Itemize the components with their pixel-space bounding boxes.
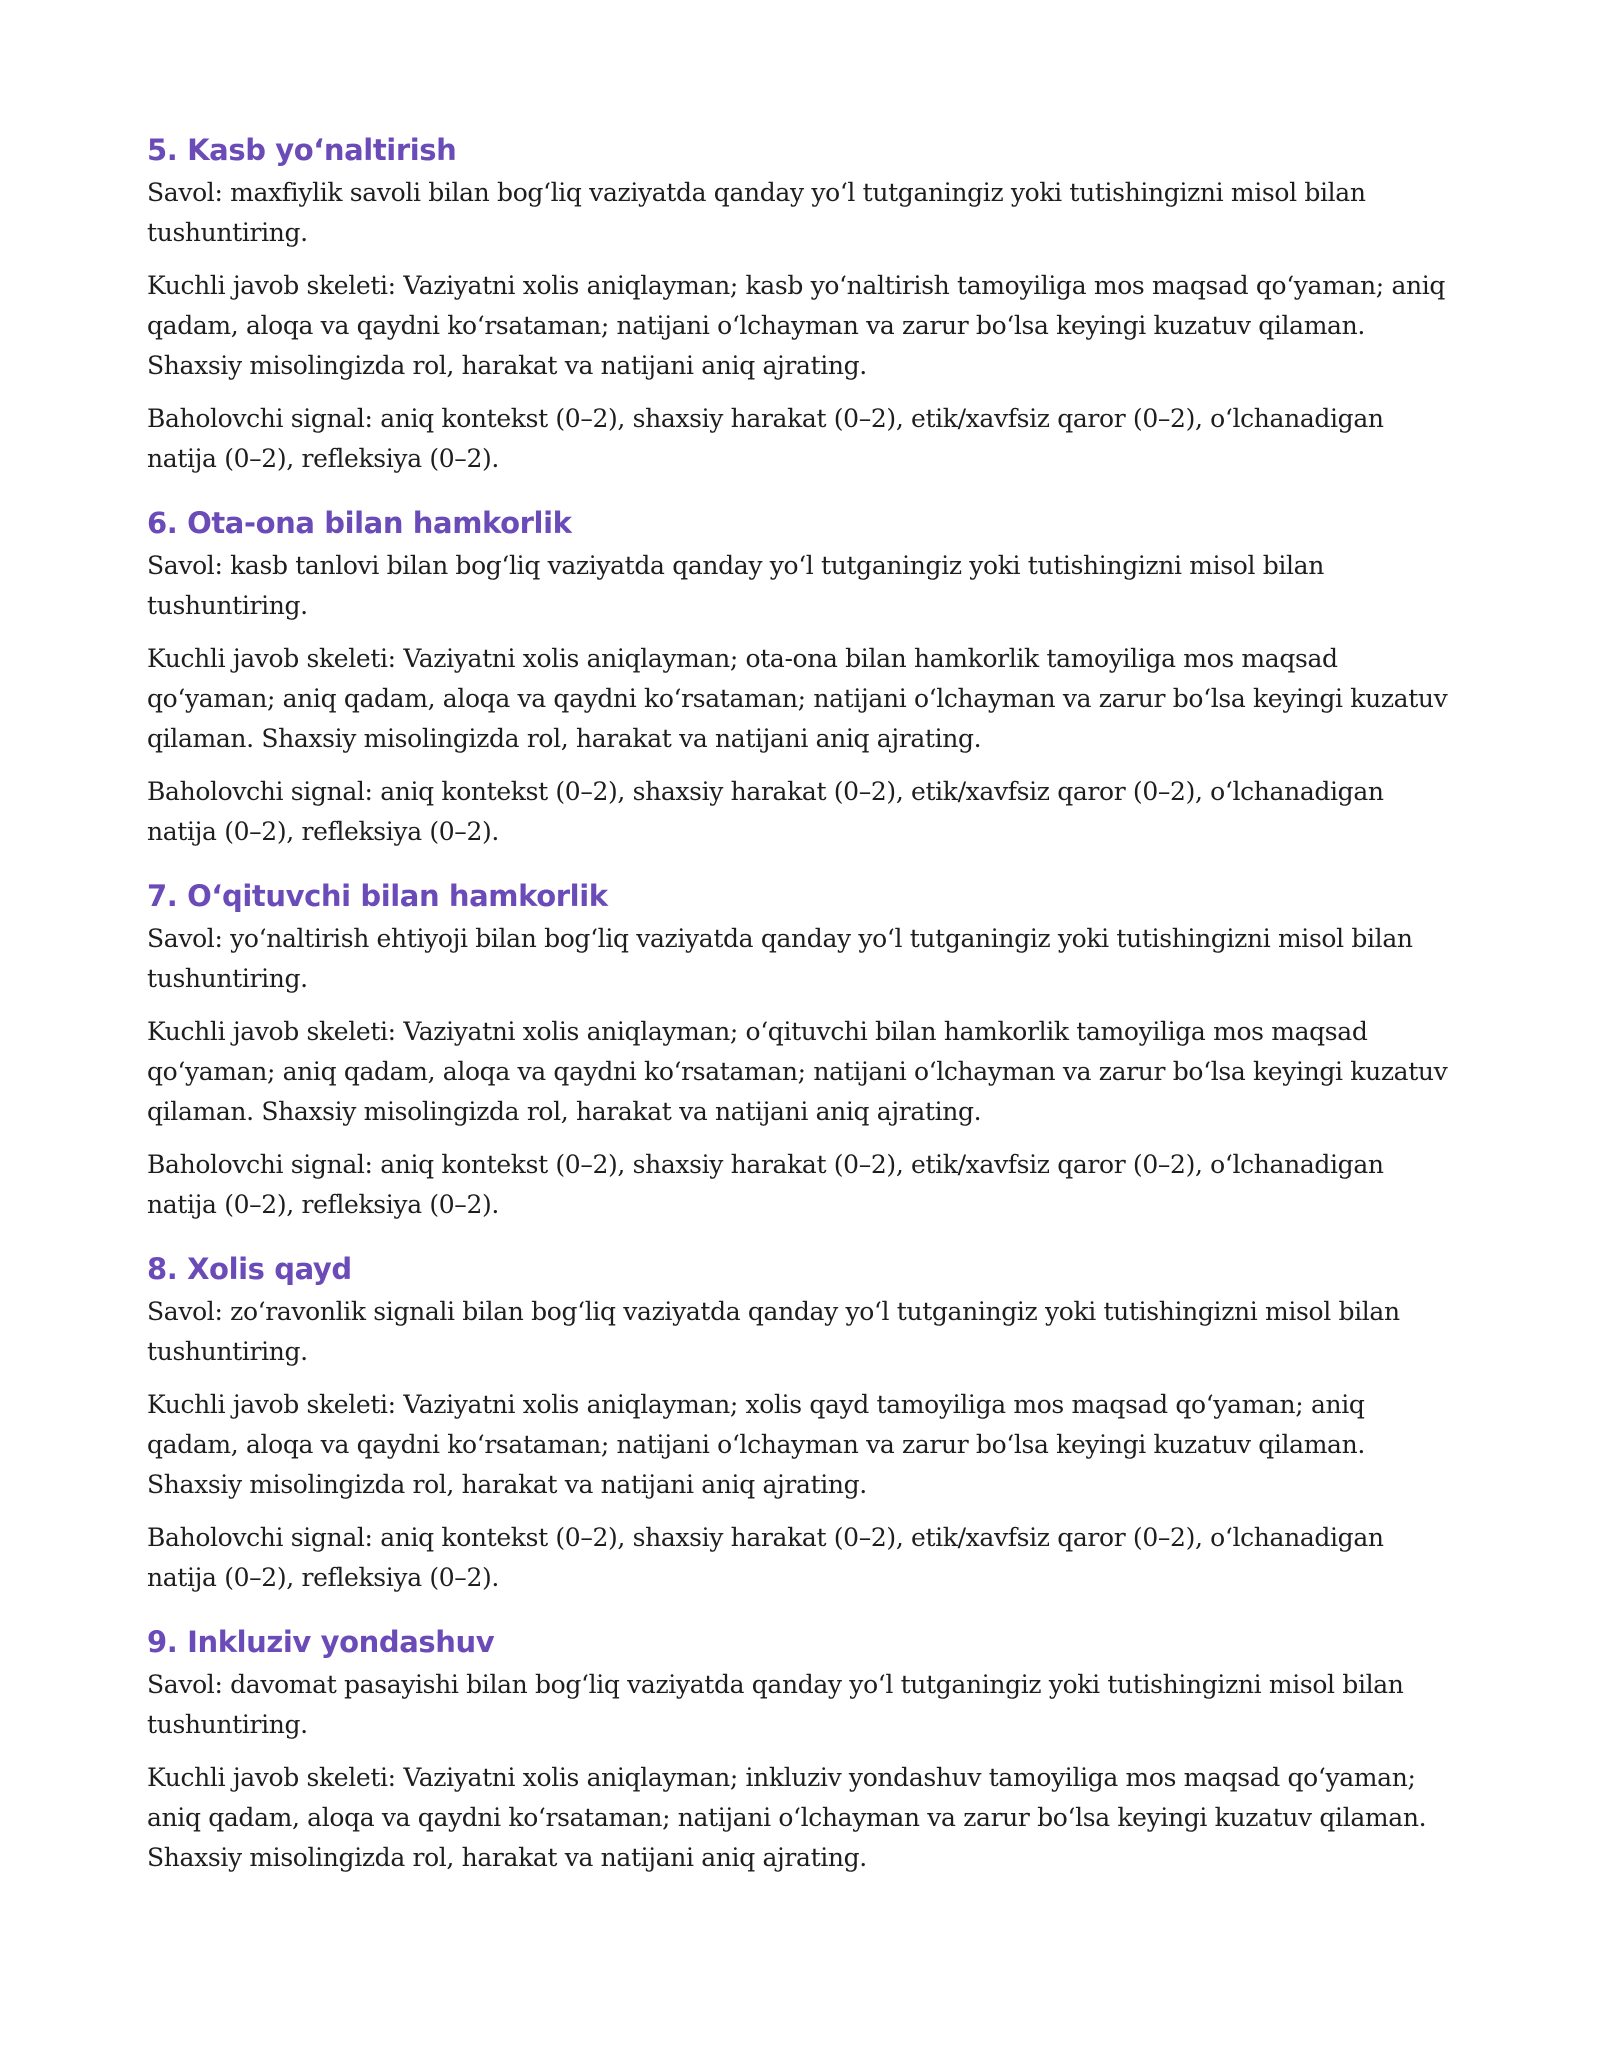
section-heading: 9. Inkluziv yondashuv [147,1625,495,1659]
question-text: Savol: davomat pasayishi bilan bogʻliq vaziyatda qanday yoʻl tutganingiz yoki tutishingizni misol bilan tushuntiring. [147,1670,1404,1739]
question-text: Savol: zoʻravonlik signali bilan bogʻliq vaziyatda qanday yoʻl tutganingiz yoki tutishingizni misol bilan tushuntiring. [147,1297,1400,1366]
question-text: Savol: yoʻnaltirish ehtiyoji bilan bogʻliq vaziyatda qanday yoʻl tutganingiz yoki tutishingizni misol bilan tushuntiring. [147,924,1413,993]
section-heading: 7. Oʻqituvchi bilan hamkorlik [147,879,608,913]
question-text: Savol: maxfiylik savoli bilan bogʻliq vaziyatda qanday yoʻl tutganingiz yoki tutishingizni misol bilan tushuntiring. [147,178,1366,247]
answer-skeleton-text: Kuchli javob skeleti: Vaziyatni xolis aniqlayman; xolis qayd tamoyiliga mos maqsad qoʻyaman; aniq qadam, aloqa va qaydni koʻrsataman; natijani oʻlchayman va zarur boʻlsa keyingi kuzatuv qilaman. Shaxsiy misolingizda rol, harakat va natijani aniq ajrating. [147,1390,1365,1499]
section-oqituvchi-hamkorlik [147,874,1457,1225]
section-heading: 6. Ota-ona bilan hamkorlik [147,506,572,540]
evaluator-signal-text: Baholovchi signal: aniq kontekst (0–2), shaxsiy harakat (0–2), etik/xavfsiz qaror (0–2), oʻlchanadigan natija (0–2), refleksiya (0–2). [147,1523,1384,1592]
evaluator-signal-text: Baholovchi signal: aniq kontekst (0–2), shaxsiy harakat (0–2), etik/xavfsiz qaror (0–2), oʻlchanadigan natija (0–2), refleksiya (0–2). [147,777,1384,846]
section-ota-ona-hamkorlik [147,501,1457,852]
section-kasb-yonaltirish [147,128,1457,479]
section-xolis-qayd [147,1247,1457,1598]
answer-skeleton-text: Kuchli javob skeleti: Vaziyatni xolis aniqlayman; inkluziv yondashuv tamoyiliga mos maqsad qoʻyaman; aniq qadam, aloqa va qaydni koʻrsataman; natijani oʻlchayman va zarur boʻlsa keyingi kuzatuv qilaman. Shaxsiy misolingizda rol, harakat va natijani aniq ajrating. [147,1763,1427,1872]
document-page [147,128,1457,1900]
answer-skeleton-text: Kuchli javob skeleti: Vaziyatni xolis aniqlayman; oʻqituvchi bilan hamkorlik tamoyiliga mos maqsad qoʻyaman; aniq qadam, aloqa va qaydni koʻrsataman; natijani oʻlchayman va zarur boʻlsa keyingi kuzatuv qilaman. Shaxsiy misolingizda rol, harakat va natijani aniq ajrating. [147,1017,1448,1126]
question-text: Savol: kasb tanlovi bilan bogʻliq vaziyatda qanday yoʻl tutganingiz yoki tutishingizni misol bilan tushuntiring. [147,551,1324,620]
section-inkluziv-yondashuv [147,1620,1457,1878]
answer-skeleton-text: Kuchli javob skeleti: Vaziyatni xolis aniqlayman; kasb yoʻnaltirish tamoyiliga mos maqsad qoʻyaman; aniq qadam, aloqa va qaydni koʻrsataman; natijani oʻlchayman va zarur boʻlsa keyingi kuzatuv qilaman. Shaxsiy misolingizda rol, harakat va natijani aniq ajrating. [147,271,1446,380]
answer-skeleton-text: Kuchli javob skeleti: Vaziyatni xolis aniqlayman; ota-ona bilan hamkorlik tamoyiliga mos maqsad qoʻyaman; aniq qadam, aloqa va qaydni koʻrsataman; natijani oʻlchayman va zarur boʻlsa keyingi kuzatuv qilaman. Shaxsiy misolingizda rol, harakat va natijani aniq ajrating. [147,644,1448,753]
section-heading: 5. Kasb yoʻnaltirish [147,133,457,167]
evaluator-signal-text: Baholovchi signal: aniq kontekst (0–2), shaxsiy harakat (0–2), etik/xavfsiz qaror (0–2), oʻlchanadigan natija (0–2), refleksiya (0–2). [147,1150,1384,1219]
evaluator-signal-text: Baholovchi signal: aniq kontekst (0–2), shaxsiy harakat (0–2), etik/xavfsiz qaror (0–2), oʻlchanadigan natija (0–2), refleksiya (0–2). [147,404,1384,473]
section-heading: 8. Xolis qayd [147,1252,352,1286]
